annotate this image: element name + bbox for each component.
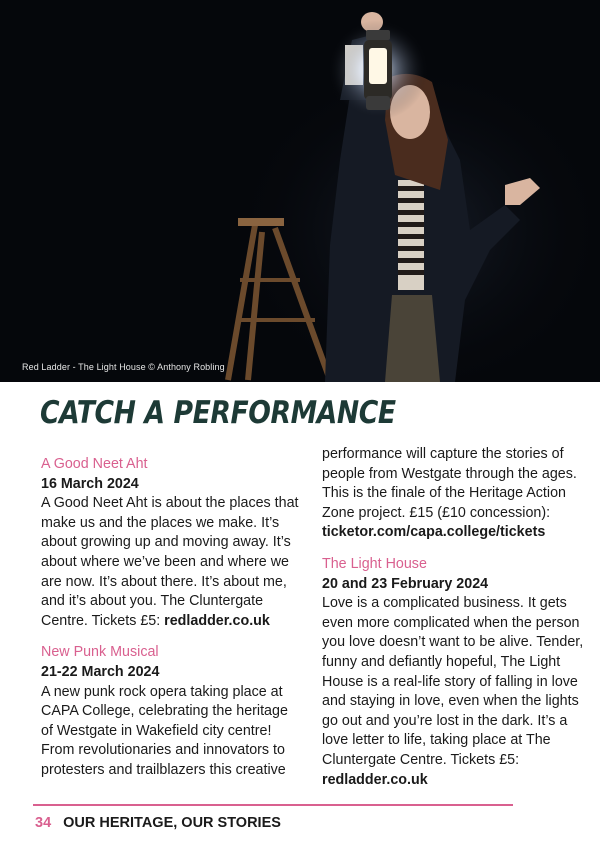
performer-illustration — [0, 0, 600, 382]
event-date: 21-22 March 2024 — [41, 663, 160, 680]
event-ticket-link[interactable]: redladder.co.uk — [164, 612, 270, 629]
section-heading: CATCH A PERFORMANCE — [40, 395, 396, 431]
event-description-text: A Good Neet Aht is about the places that make us and the places we make. It’s about growing up and moving away. It’s about where we’ve been and where we are now. It’s about there. It’s about me, and it’s about you. The Cluntergate Centre. Tickets £5: — [41, 495, 299, 629]
page-number: 34 — [35, 815, 52, 831]
event-description: A new punk rock opera taking place at CAPA College, celebrating the heritage of Westgate in Wakefield city centre! From revolutionaries and innovators to protesters and trailblazers this creative — [41, 683, 288, 778]
event-title: The Light House — [322, 555, 427, 572]
event-title: New Punk Musical — [41, 644, 159, 661]
lantern-icon — [364, 30, 392, 110]
footer-divider — [33, 804, 513, 806]
event-description-text: performance will capture the stories of people from Westgate through the ages. This is the finale of the Heritage Action Zone project. £15 (£10 concession): — [322, 446, 577, 521]
column-left — [41, 455, 303, 781]
publication-title: OUR HERITAGE, OUR STORIES — [63, 815, 281, 831]
column-right — [322, 445, 584, 790]
event-description — [322, 594, 584, 790]
event-title: A Good Neet Aht — [41, 456, 148, 472]
event-ticket-link[interactable]: redladder.co.uk — [322, 771, 428, 788]
striped-top — [398, 180, 424, 290]
photo-caption: Red Ladder - The Light House © Anthony Robling — [22, 362, 225, 372]
hero-photo — [0, 0, 600, 382]
event-ticket-link[interactable]: ticketor.com/capa.college/tickets — [322, 524, 546, 541]
event-description-continued — [322, 445, 584, 543]
event-description — [41, 494, 303, 631]
page-footer — [35, 815, 281, 831]
event-description-text: Love is a complicated business. It gets even more complicated when the person you love doesn’t want to be alive. Tender, funny and defiantly hopeful, The Light House is a real-life story of falling in love and staying in love, even when the lights go out and you’re lost in the dark. It’s a love letter to life, taking place at The Cluntergate Centre. Tickets £5: — [322, 595, 584, 768]
event-date: 16 March 2024 — [41, 475, 139, 492]
event-date: 20 and 23 February 2024 — [322, 575, 489, 592]
